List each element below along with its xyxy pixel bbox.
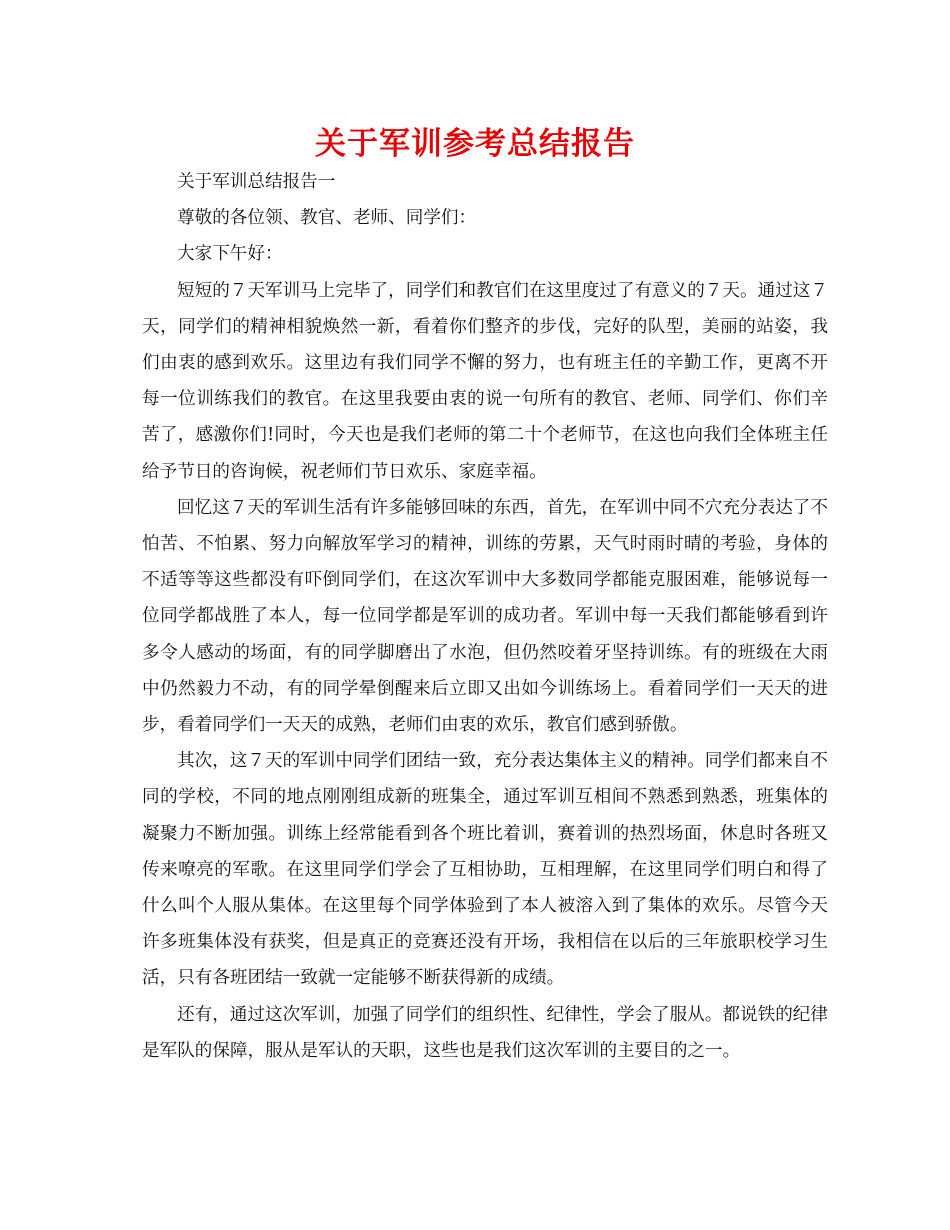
paragraph-4: 还有，通过这次军训，加强了同学们的组织性、纪律性，学会了服从。都说铁的纪律是军队的保障，服从是军认的天职，这些也是我们这次军训的主要目的之一。 (142, 1004, 828, 1061)
document-subtitle: 关于军训总结报告一 (177, 172, 336, 192)
paragraph-1: 短短的７天军训马上完毕了，同学们和教官们在这里度过了有意义的７天。通过这７天，同学们的精神相貌焕然一新，看着你们整齐的步伐，完好的队型，美丽的站姿，我们由衷的感到欢乐。这里边有我们同学不懈的努力，也有班主任的辛勤工作，更离不开每一位训练我们的教官。在这里我要由衷的说一句所有的教官、老师、同学们、你们辛苦了，感激你们!同时，今天也是我们老师的第二十个老师节，在这也向我们全体班主任给予节日的咨询候，祝老师们节日欢乐、家庭幸福。 (142, 280, 828, 482)
greeting-line: 尊敬的各位领、教官、老师、同学们： (177, 208, 477, 229)
opening-line: 大家下午好： (177, 244, 283, 265)
paragraph-2: 回忆这７天的军训生活有许多能够回味的东西，首先，在军训中同不穴充分表达了不怕苦、不怕累、努力向解放军学习的精神，训练的劳累，天气时雨时晴的考验，身体的不适等等这些都没有吓倒同学们，在这次军训中大多数同学都能克服困难，能够说每一位同学都战胜了本人，每一位同学都是军训的成功者。军训中每一天我们都能够看到许多令人感动的场面，有的同学脚磨出了水泡，但仍然咬着牙坚持训练。有的班级在大雨中仍然毅力不动，有的同学晕倒醒来后立即又出如今训练场上。看着同学们一天天的进步，看着同学们一天天的成熟，老师们由衷的欢乐，教官们感到骄傲。 (142, 497, 828, 736)
document-title: 关于军训参考总结报告 (315, 126, 635, 162)
document-body (142, 164, 828, 1069)
paragraph-3: 其次，这７天的军训中同学们团结一致，充分表达集体主义的精神。同学们都来自不同的学校，不同的地点刚刚组成新的班集全，通过军训互相间不熟悉到熟悉，班集体的凝聚力不断加强。训练上经常能看到各个班比着训，赛着训的热烈场面，休息时各班又传来嘹亮的军歌。在这里同学们学会了互相协助，互相理解，在这里同学们明白和得了什么叫个人服从集体。在这里每个同学体验到了本人被溶入到了集体的欢乐。尽管今天许多班集体没有获奖，但是真正的竞赛还没有开场，我相信在以后的三年旅职校学习生活，只有各班团结一致就一定能够不断获得新的成绩。 (142, 751, 828, 989)
